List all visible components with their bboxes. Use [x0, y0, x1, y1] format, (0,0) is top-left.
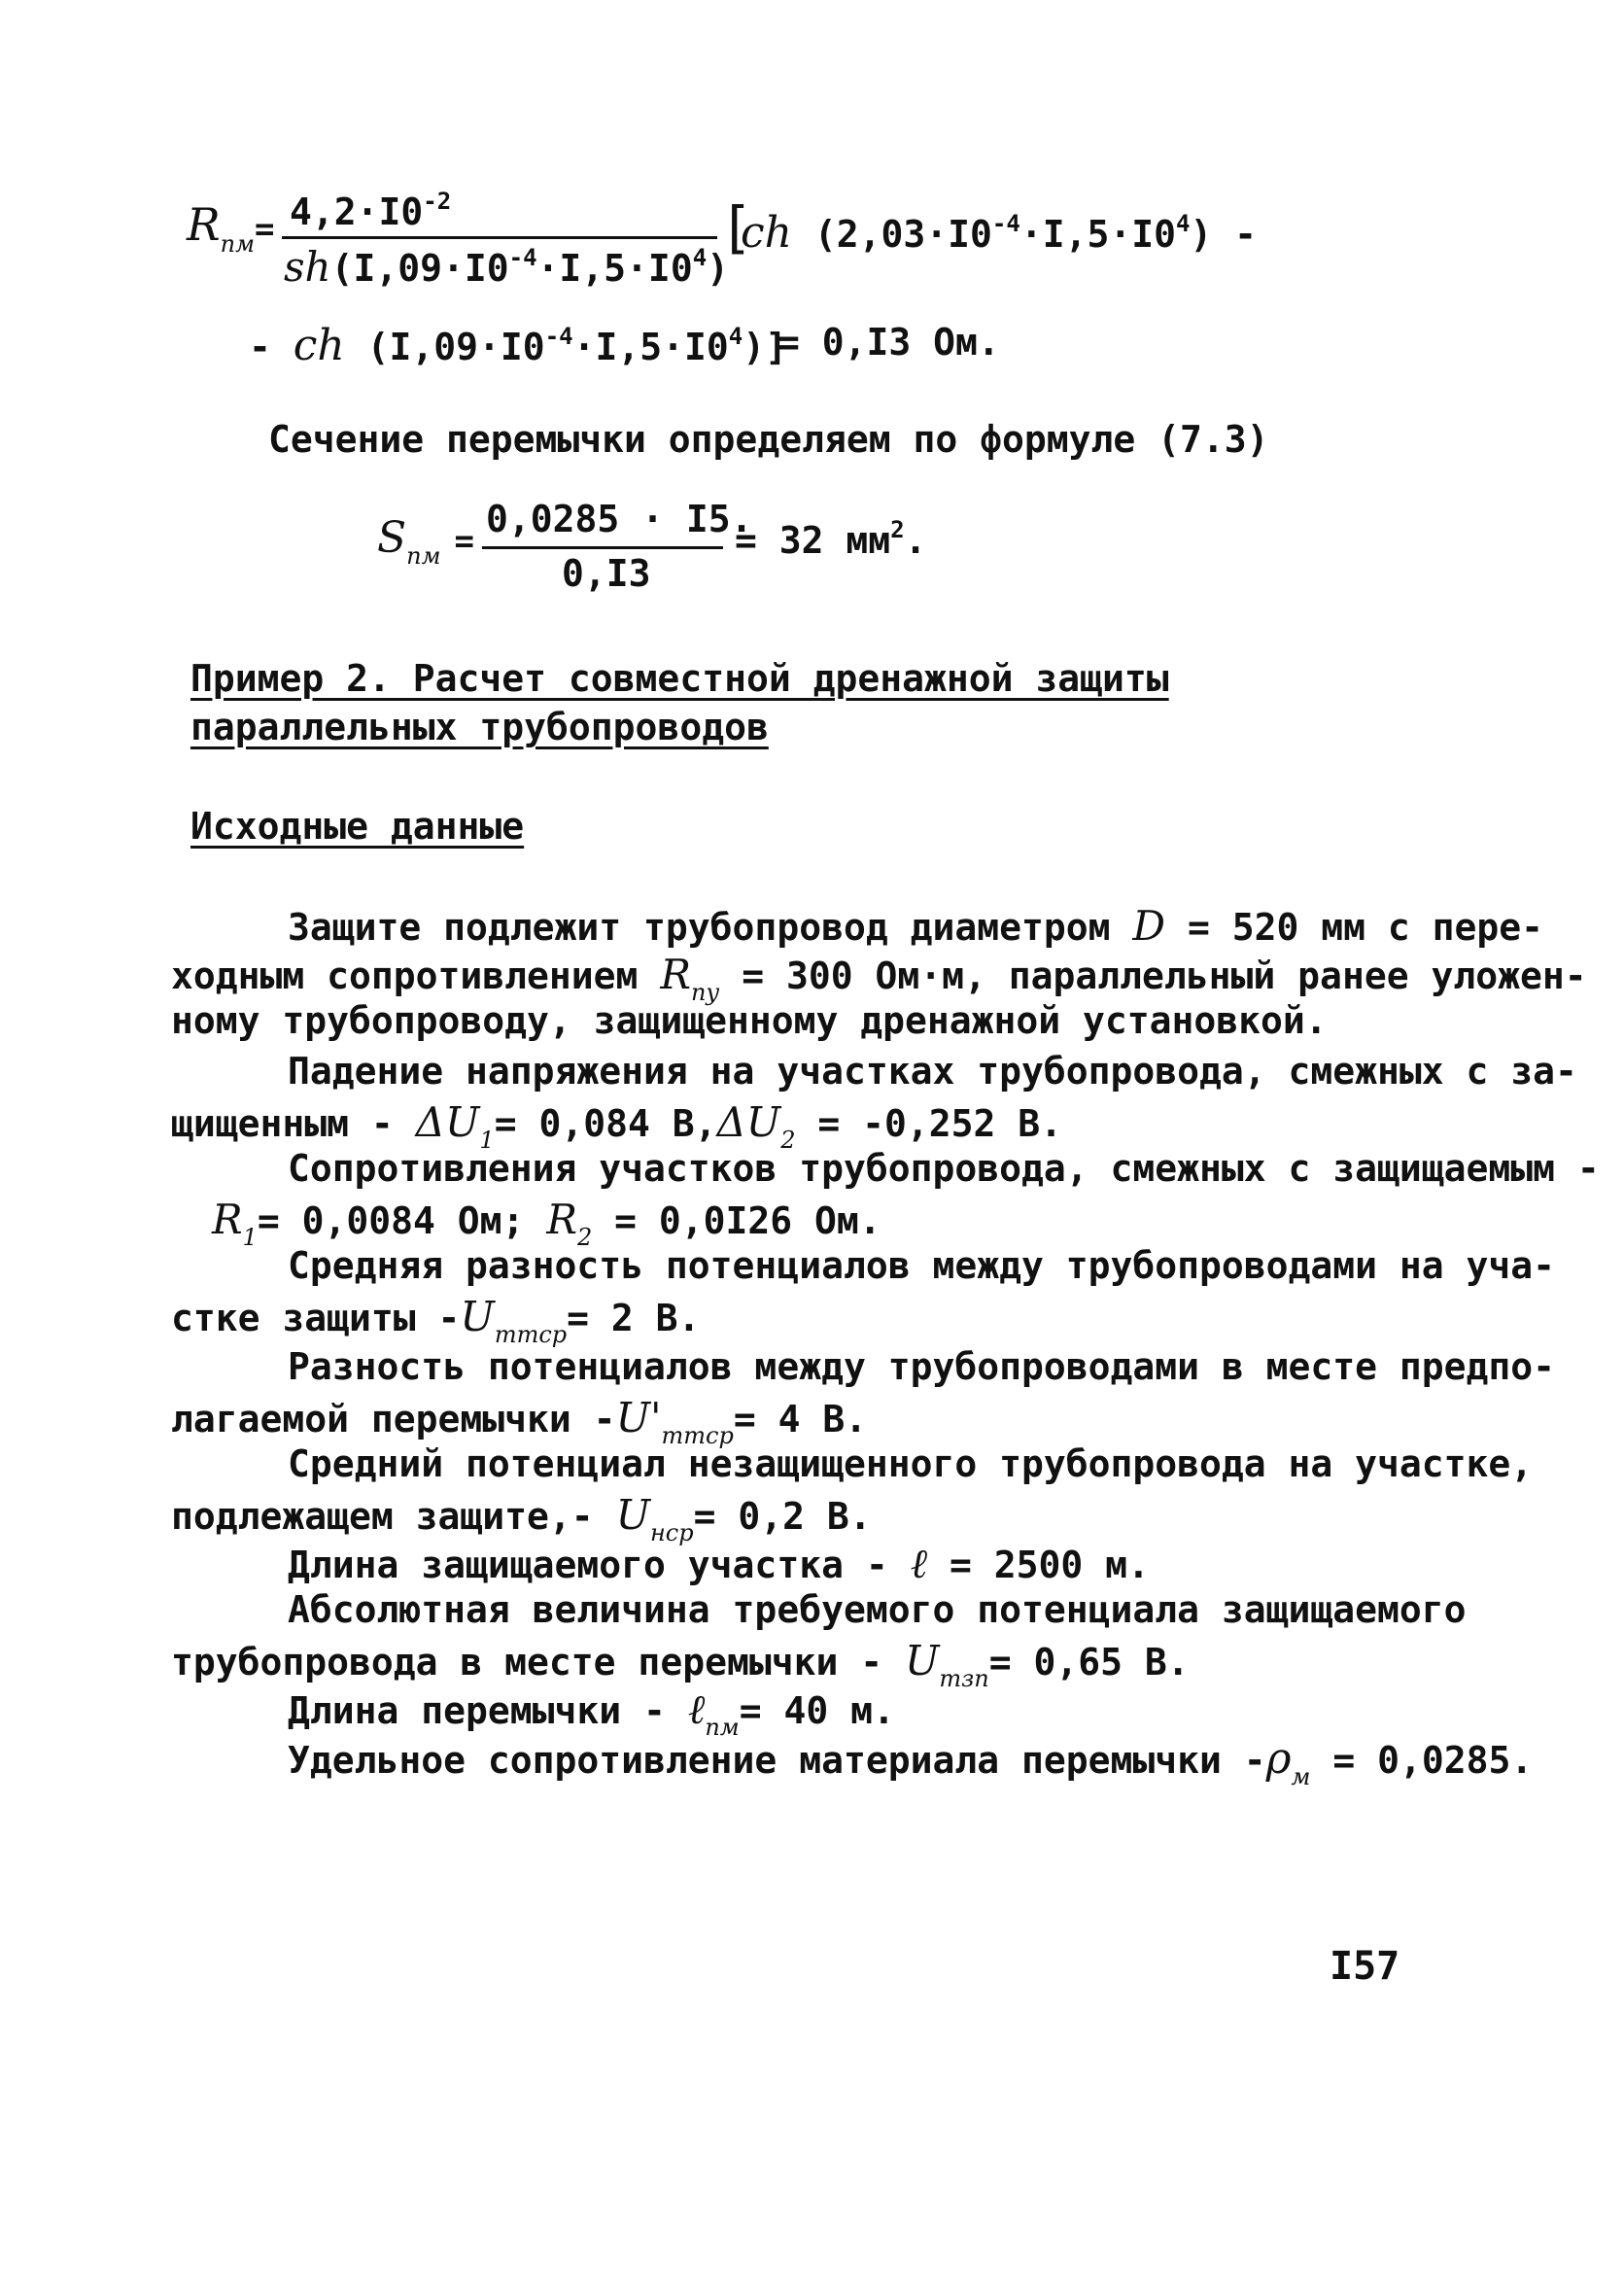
formula2-fraction-line [482, 546, 723, 549]
p2-line2: щищенным - $\Delta U_1= 0,084$ $В,\Delta U_2 = -0,252$ В. [171, 1098, 1063, 1154]
p1-line3: ному трубопроводу, защищенному дренажной установкой. [171, 999, 1328, 1042]
p1-line1: Защите подлежит трубопровод диаметром D = 520 мм с пере- [288, 902, 1543, 950]
p2-line1: Падение напряжения на участках трубопровода, смежных с за- [288, 1050, 1577, 1093]
formula2-numerator: 0,0285 · I5. [486, 498, 753, 540]
formula2-lhs: $S_{пм}$ = [377, 513, 474, 570]
p8-line1: Абсолютная величина требуемого потенциала защищаемого [288, 1588, 1467, 1631]
p5-line2: лагаемой перемычки $-U'_{ттср}= 4$ В. [171, 1394, 868, 1449]
p6-line2: подлежащем защите,- $U_{нср}= 0,2$ В. [171, 1491, 872, 1546]
p4-line1: Средняя разность потенциалов между трубопроводами на уча- [288, 1244, 1556, 1287]
section-text: Сечение перемычки определяем по формуле (7.3) [268, 418, 1269, 461]
formula2-denominator: 0,I3 [562, 552, 651, 595]
page-number: I57 [1330, 1944, 1400, 1989]
p3-line1: Сопротивления участков трубопровода, смежных с защищаемым - [288, 1147, 1600, 1190]
source-data-heading: Исходные данные [190, 805, 525, 848]
example-heading-line2: параллельных трубопроводов [190, 706, 769, 748]
formula1-ch-term1: ch $(2,03\cdot I0^{-4}\cdot I,5\cdot I0^4)$ - [741, 208, 1258, 258]
example-heading-line1: Пример 2. Расчет совместной дренажной защиты [190, 657, 1169, 700]
p6-line1: Средний потенциал незащищенного трубопровода на участке, [288, 1442, 1534, 1485]
p4-line2: стке защиты $-U_{ттср}= 2$ В. [171, 1293, 701, 1348]
p5-line1: Разность потенциалов между трубопроводами в месте предпо- [288, 1345, 1556, 1388]
p10-line: Удельное сопротивление материала перемычки $-\rho_м = 0,0285$. [288, 1734, 1534, 1790]
p1-line2: ходным сопротивлением $R_{пу} = 300$ Ом·м, параллельный ранее уложен- [171, 951, 1587, 1006]
p9-line: Длина перемычки - ℓ$_{пм}$= 40 м. [288, 1685, 895, 1741]
formula1-lhs: $R_{пм}=$ [187, 198, 275, 258]
formula1-result: = 0,I3 Ом. [777, 321, 1000, 364]
formula2-result: = 32 $мм^2$. [735, 516, 927, 562]
formula1-fraction-line [282, 236, 717, 239]
formula1-numerator: $4,2\cdot I0^{-2}$ [290, 188, 452, 233]
p8-line2: трубопровода в месте перемычки - $U_{тзп}= 0,65$ В. [171, 1637, 1190, 1692]
p7-line: Длина защищаемого участка - ℓ = 2500 м. [288, 1540, 1150, 1587]
formula1-line2: - ch $(I,09\cdot I0^{-4}\cdot I,5\cdot I0^4)$] [249, 321, 787, 370]
formula1-denominator: $sh(I,09\cdot I0^{-4}\cdot I,5\cdot I0^4)$ [284, 243, 730, 291]
p3-line2: $R_1= 0,0084$ Ом; $R_2 = 0,0I26$ Ом. [212, 1196, 881, 1251]
formula1-bracket-open: [ [719, 194, 753, 260]
